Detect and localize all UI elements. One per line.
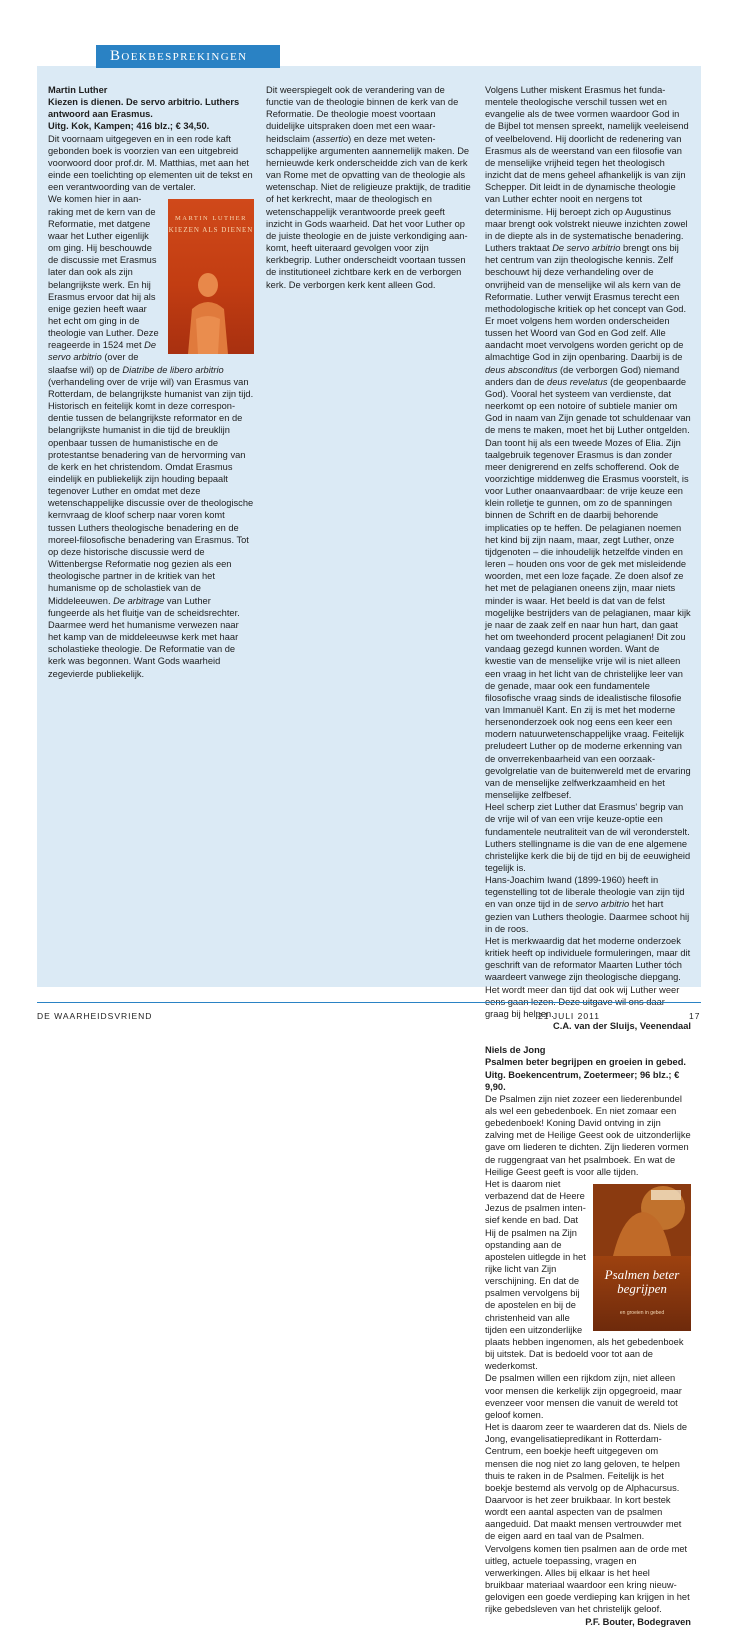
praying-hands-icon (593, 1184, 691, 1256)
review1-paragraph-7: Het is merkwaardig dat het moderne onderzoek kritiek heeft op individuele formuleringen, maar dit geschrift van de reformator Maarten Luther tóch waardeert vanwege zijn theologische diepgang. (485, 935, 691, 983)
luther-portrait-icon (182, 269, 234, 354)
review1-paragraph-8: Het wordt meer dan tijd dat ook wij Luther weer graag bij helpen. (485, 984, 680, 1019)
review2-signature: P.F. Bouter, Bodegraven (585, 1616, 691, 1627)
column-1 (48, 84, 254, 680)
review2-publication: Uitg. Boekencentrum, Zoetermeer; 96 blz.; € 9,90. (485, 1069, 680, 1092)
review1-paragraph-3: Dit weerspiegelt ook de verandering van de functie van de theologie binnen de kerk van de Reformatie. De theologie moest voortaan duidelijke uitspraken doen met een waarheidsclaim (assertio) en deze met wetenschappelijke argumenten aannemelijk maken. De hernieuwde kerk onderscheidde zich van de kerk van Rome met de opvatting van de theologie als wetenschap. Niet de religieuze praktijk, de traditie of het kerkrecht, maar de theologisch en wetenschappelijk verantwoorde preek geeft inzicht in Gods waarheid. Dat het voor Luther op de juiste theologie en de juiste verkondiging aankomt, heeft uiteraard gevolgen voor zijn kerkbegrip. Luther onderscheidt voortaan tussen de institutioneel zichtbare kerk en de verborgen kerk. De verborgen kerk kent alleen God. (266, 85, 471, 290)
review2-paragraph-3: De psalmen willen een rijkdom zijn, niet alleen voor mensen die kerkelijk zijn opgegroeid, maar evenzeer voor mensen die vanuit de wereld tot geloof komen. (485, 1373, 682, 1420)
review2-paragraph-1: De Psalmen zijn niet zozeer een liederenbundel als wel een gebedenboek. En niet zomaar een gebedenboek! Koning David ontving in zijn zalving met de Heilige Geest ook de uitzonderlijke gave om liederen te dichten. Zijn liederen vormen de ruggengraat van het psalmboek. En wat de Heilige Geest geeft is voor alle tijden. (485, 1093, 691, 1177)
column-3 (485, 84, 691, 1628)
review1-paragraph-5: Heel scherp ziet Luther dat Erasmus' begrip van de vrije wil of van een vrije keuze-optie een fundamentele neutraliteit van de wil veronderstelt. Luthers stellingname is die van de ene algemene christelijke kerk die bij de tijd en bij de eeuwigheid tegelijk is. (485, 802, 691, 873)
book-cover-kiezen-als-dienen (168, 199, 254, 354)
cover-title: Psalmen beter begrijpen (604, 1266, 680, 1296)
review1-paragraph-2: We komen hier in aanraking met de kern van de Reformatie, met datgene waar het Luther eigenlijk om ging. Hij beschouwde de discussie met Erasmus later dan ook als zijn belangrijkste werk. En hij Erasmus ervoor dat hij als enige gezien heeft waar het echt om ging in de theologie van Luther. Deze reageerde in 1524 met De servo arbitrio (over de slaafse wil) op de Diatribe de libero arbitrio (verhandeling over de vrije wil) van Erasmus van Rotterdam, de belangrijkste humanist van zijn tijd. Historisch en feitelijk komt in deze correspondentie tussen de belangrijkste reformator en de belangrijkste humanist in die tijd de breuklijn openbaar tussen de humanistische en de protestantse benadering van de hervorming van de kerk en het christendom. Omdat Erasmus eindelijk en publiekelijk zijn houding bepaalt tegenover Luther en omdat met deze wetenschappelijke discussie over de theologische kernvraag de kloof scherp naar voren komt tussen Luthers theologische benadering en de moreel-filosofische benadering van Erasmus. Tot op deze historische discussie werd de Wittenbergse Reformatie nog gezien als een theologische partner in de kritiek van het humanisme op de scholastiek van de Middeleeuwen. De arbitrage van Luther fungeerde als het fluitje van de scheidsrechter. Daarmee werd het humanisme verwezen naar het kamp van de middeleeuwse kerk met haar scholastieke theologie. De Reformatie van de kerk was begonnen. Want Gods waarheid zegevierde publiekelijk. (48, 194, 254, 679)
cover-author: MARTIN LUTHER (174, 215, 247, 223)
review1-paragraph-1: Dit voornaam uitgegeven en in een rode kaft gebonden boek is voorzien van een uitgebreid voorwoord door prof.dr. M. Matthias, met aan het einde een toelichting op elementen uit de tekst en een verantwoording van de vertaler. (48, 133, 253, 193)
footer-rule (37, 1002, 701, 1003)
review1-title: Kiezen is dienen. De servo arbitrio. Luthers antwoord aan Erasmus. (48, 97, 240, 120)
review1-paragraph-6: Hans-Joachim Iwand (1899-1960) heeft in tegenstelling tot de liberale theologie van zijn tijd en van onze tijd in de servo arbitrio het hart gezien van Luthers theologie. Daarmee schoot hij in de roos. (485, 875, 690, 934)
column-2 (266, 84, 472, 291)
review1-publication: Uitg. Kok, Kampen; 416 blz.; € 34,50. (48, 121, 210, 132)
section-heading: Boekbesprekingen (96, 45, 280, 68)
cover-title: KIEZEN ALS DIENEN (168, 226, 254, 235)
review2-paragraph-2: Het is daarom niet verbazend dat de Heere Jezus de psalmen intensief kende en bad. Dat Hij de psalmen na Zijn opstanding aan de apostelen uitlegde in het rijke licht van Zijn verschijning. En dat de psalmen vervolgens bij de apostelen en bij de christenheid van alle tijden een uitzonderlijke plaats hebben ingenomen, als het gebedenboek bij uitstek. Dat is bedoeld voor tot aan de wederkomst. (485, 1178, 684, 1372)
page-number: 17 (689, 1011, 701, 1021)
cover-subtitle: en groeien in gebed (619, 1309, 665, 1316)
review1-signature: C.A. van der Sluijs, Veenendaal (553, 1021, 691, 1032)
review2-title: Psalmen beter begrijpen en groeien in gebed. (485, 1057, 686, 1068)
issue-date: 21 JULI 2011 (538, 1011, 600, 1021)
review1-author: Martin Luther (48, 85, 108, 95)
book-cover-psalmen-beter-begrijpen (593, 1184, 691, 1331)
review2-paragraph-4: Het is daarom zeer te waarderen dat ds. Niels de Jong, evangelisatiepredikant in Rotterdam-Centrum, een boekje heeft uitgegeven om mensen die nog niet zo lang geloven, te helpen thuis te raken in de Psalmen. Feitelijk is het boekje bestemd als vervolg op de Alphacursus. Daarvoor is het zeer bruikbaar. In kort bestek wordt een aantal aspecten van de psalmen aangeduid. Dat maakt mensen vertrouwder met de eigen aard en taal van de Psalmen. Vervolgens komen tien psalmen aan de orde met uitleg, actuele toepassing, vragen en verwerkingen. Alles bij elkaar is het heel bruikbaar materiaal waardoor een kring nieuw-gelovigen een goede verdieping kan krijgen in het rijke gebedsleven van het christelijk geloof. (485, 1422, 690, 1615)
review2-author: Niels de Jong (485, 1045, 546, 1056)
review1-paragraph-4: Volgens Luther miskent Erasmus het fundamentele theologische verschil tussen wet en evangelie als de twee vormen waardoor God in de Bijbel tot mensen spreekt, namelijk veeleisend of veelbelovend. Hij doorlicht de redenering van Erasmus als de weerstand van een filosofie van de menselijke vrijheid tegen het theologisch inzicht dat de mens geheel afhankelijk is van zijn Schepper. Dit leidt in de dynamische theologie van Luther echter nooit en nergens tot determinisme. Hij beroept zich op Augustinus maar brengt ook volstrekt nieuwe inzichten zowel in de diepte als in de systematische benadering. Luthers traktaat De servo arbitrio brengt ons bij het centrum van zijn theologische kennis. Zelf beschouwt hij deze verhandeling over de onvrijheid van de menselijke wil als kern van de Reformatie. Luther verwijt Erasmus terecht een methodologische kritiek op het concept van God. Er moet volgens hem worden onderscheiden tussen het Woord van God en God zelf. Alle aandacht moet vervolgens worden gericht op de almachtige God in zijn openbaring. Daarbij is de deus absconditus (de verborgen God) niemand anders dan de deus revelatus (de geopenbaarde God). Vooral het systeem van verdienste, dat neerkomt op een notoire of subtiele manier om God in naam van Zijn genade tot schuldenaar van de mens te maken, moet het bij Luther ontgelden. Dan toont hij als een tweede Mozes of Elia. Zijn taalgebruik tegenover Erasmus is dan zonder meer denigrerend en zelfs schofferend. Ook de voorzichtige middenweg die Erasmus voorstelt, is voor Luther onaanvaardbaar: de vrije keuze een klein rolletje te gunnen, om zo de spanningen binnen de Schrift en de daarbij behorende implicaties op te heffen. De pelagianen noemen het kind bij zijn naam, maar, zegt Luther, onze tijdgenoten – die inhoudelijk hetzelfde vinden en leren – houden ons voor de gek met misleidende woorden, met een loze façade. Ze doen alsof ze het met de pelagianen oneens zijn, maar niets minder is waar. Het beeld is dat van de felst mogelijke bestrijders van de pelagianen, maar kijk je naar de zaak zelf en naar hun hart, dan gaat het om tweehonderd procent pelagianen! Dit zou vandaag gezegd kunnen worden. Want de kwestie van de menselijke vrije wil is niet alleen een vraag in het licht van de christelijke leer van de genade, maar ook een fundamentele filosofische vraag sinds de idealistische filosofie van Immanuël Kant. En zij is met het moderne hersenonderzoek ook nog eens een keer een modern natuurwetenschappelijke vraag. Feitelijk preludeert Luther op de moderne erkenning van de onverrekenbaarheid van een oorzaak-gevolgrelatie van de buitenwereld met de ervaring van de menselijke zelfwerkzaamheid en het menselijke zelfbesef. (485, 85, 691, 801)
magazine-name: DE WAARHEIDSVRIEND (37, 1011, 153, 1021)
